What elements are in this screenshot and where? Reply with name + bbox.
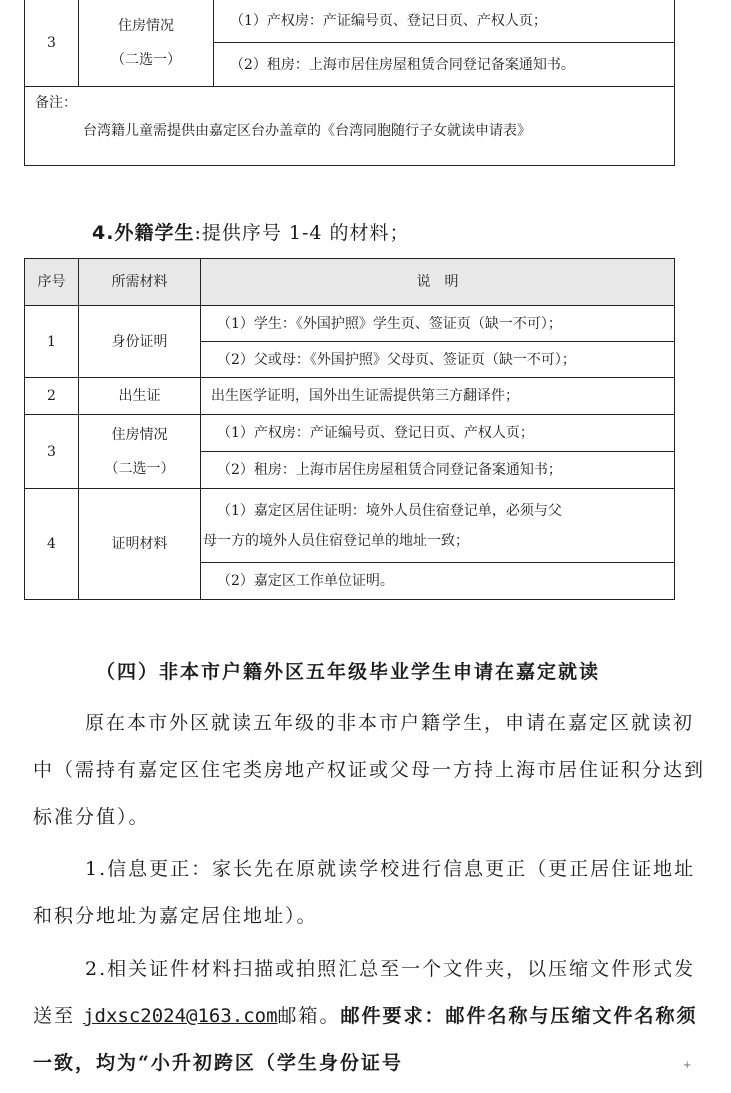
header-desc: 说 明 — [201, 259, 675, 306]
section4-heading-bold: 4.外籍学生 — [92, 222, 195, 244]
section4-heading — [92, 218, 410, 245]
note-text: 台湾籍儿童需提供由嘉定区台办盖章的《台湾同胞随行子女就读申请表》 — [83, 123, 531, 139]
foreign-student-table — [24, 258, 675, 600]
header-material: 所需材料 — [79, 259, 201, 306]
submit-text: 2.相关证件材料扫描或拍照汇总至一个文件夹，以压缩文件形式发送至 — [33, 958, 696, 1027]
item-line2: （二选一） — [111, 51, 181, 68]
desc-cell: （1）学生：《外国护照》学生页、签证页（缺一不可）； — [201, 306, 675, 342]
desc-cell: （1）产权房：产证编号页、登记日页、产权人页； — [201, 415, 675, 452]
row-number: 3 — [25, 415, 79, 489]
paragraph-submit — [33, 946, 713, 1087]
desc-cell: （2）租房：上海市居住房屋租赁合同登记备案通知书。 — [214, 43, 675, 87]
item-line1: 住房情况 — [111, 426, 168, 443]
desc-cell — [201, 489, 675, 563]
item-line2: （二选一） — [104, 460, 175, 477]
desc-cell: 出生医学证明，国外出生证需提供第三方翻译件； — [201, 378, 675, 415]
desc-line: 母一方的境外人员住宿登记单的地址一致； — [203, 532, 469, 549]
desc-cell: （2）父或母：《外国护照》父母页、签证页（缺一不可）； — [201, 342, 675, 378]
item-cell: 出生证 — [79, 378, 201, 415]
row-number: 2 — [25, 378, 79, 415]
desc-cell: （2）租房：上海市居住房屋租赁合同登记备案通知书； — [201, 452, 675, 489]
item-cell — [79, 0, 214, 87]
row-number: 4 — [25, 489, 79, 600]
email-requirement: 邮件要求：邮件名称与压缩文件名称须一致，均为“小升初跨区（学生身份证号 — [33, 1005, 698, 1074]
item-cell: 身份证明 — [79, 306, 201, 378]
desc-cell: （2）嘉定区工作单位证明。 — [201, 563, 675, 600]
desc-cell: （1）产权房：产证编号页、登记日页、产权人页； — [214, 0, 675, 43]
email-link[interactable]: jdxsc2024@163.com — [83, 1005, 278, 1027]
item-cell: 证明材料 — [79, 489, 201, 600]
housing-table-top — [24, 0, 675, 166]
row-number: 3 — [25, 0, 79, 87]
section4-heading-rest: :提供序号 1-4 的材料； — [194, 222, 410, 244]
paragraph-info-update: 1.信息更正：家长先在原就读学校进行信息更正（更正居住证地址和积分地址为嘉定居住地址）。 — [33, 858, 696, 927]
note-label: 备注： — [35, 95, 77, 111]
section-iv-title: （四）非本市户籍外区五年级毕业学生申请在嘉定就读 — [96, 661, 601, 683]
header-no: 序号 — [25, 259, 79, 306]
submit-text-end: 邮箱。 — [277, 1005, 341, 1027]
item-line1: 住房情况 — [118, 17, 174, 34]
desc-line: （1）嘉定区居住证明：境外人员住宿登记单，必须与父 — [217, 502, 562, 519]
note-cell — [25, 87, 675, 166]
paragraph-intro: 原在本市外区就读五年级的非本市户籍学生，申请在嘉定区就读初中（需持有嘉定区住宅类房地产权证或父母一方持上海市居住证积分达到标准分值）。 — [33, 712, 706, 828]
item-cell — [79, 415, 201, 489]
page-mark: + — [683, 1060, 692, 1071]
row-number: 1 — [25, 306, 79, 378]
